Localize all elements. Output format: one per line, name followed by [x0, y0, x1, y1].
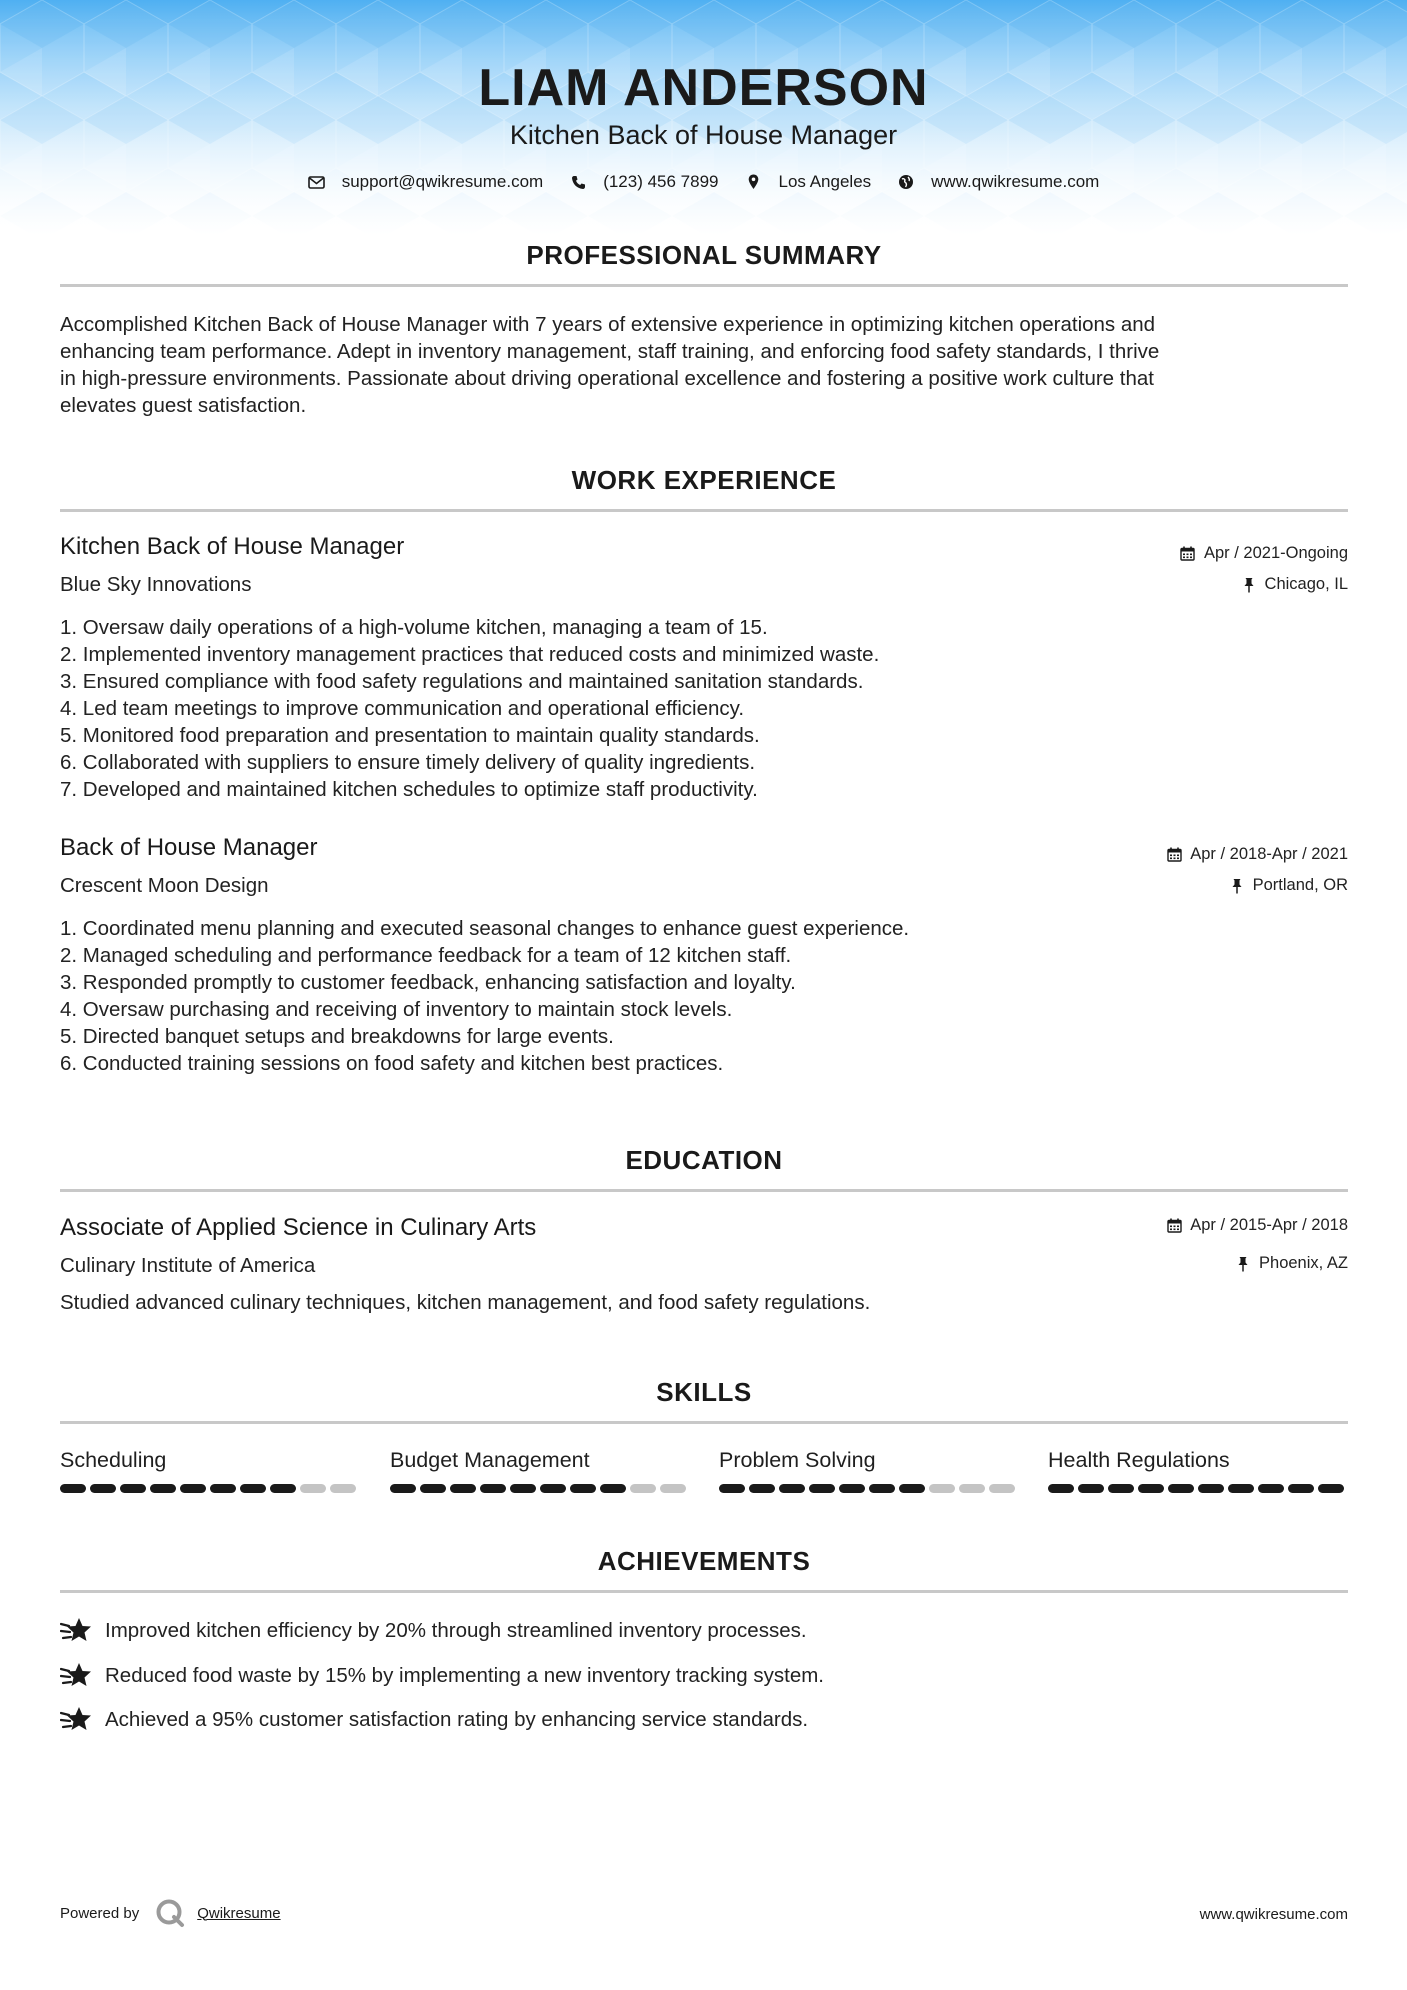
skill-item: [390, 1448, 690, 1493]
skill-level-segment-filled: [90, 1484, 116, 1493]
skill-item: [1048, 1448, 1348, 1493]
skill-level-segment-filled: [899, 1484, 925, 1493]
school-name: Culinary Institute of America: [60, 1254, 316, 1277]
phone-text: (123) 456 7899: [603, 172, 719, 191]
skills-heading: SKILLS: [656, 1377, 752, 1407]
skill-level-segment-filled: [1258, 1484, 1284, 1493]
skill-level-segment-filled: [1108, 1484, 1134, 1493]
skill-level-segment-filled: [1048, 1484, 1074, 1493]
degree-title: Associate of Applied Science in Culinary Arts: [60, 1214, 537, 1241]
resume-header: [0, 0, 1407, 235]
skill-name: Problem Solving: [719, 1448, 876, 1472]
skill-level-segment-filled: [1138, 1484, 1164, 1493]
skill-level-segment-filled: [540, 1484, 566, 1493]
list-item: 5. Directed banquet setups and breakdowns for large events.: [60, 1025, 614, 1048]
experience-divider: [60, 509, 1348, 512]
globe-icon: [897, 173, 915, 191]
summary-divider: [60, 284, 1348, 287]
education-description: Studied advanced culinary techniques, kitchen management, and food safety regulations.: [60, 1291, 871, 1314]
list-item: 5. Monitored food preparation and presentation to maintain quality standards.: [60, 724, 760, 747]
skill-level-segment-filled: [779, 1484, 805, 1493]
pushpin-icon: [1235, 1256, 1251, 1272]
skill-level-segment-filled: [809, 1484, 835, 1493]
pushpin-icon: [1241, 577, 1257, 593]
list-item: 3. Responded promptly to customer feedback, enhancing satisfaction and loyalty.: [60, 971, 796, 994]
qwikresume-logo-icon: [155, 1898, 185, 1928]
footer-website-link[interactable]: www.qwikresume.com: [1199, 1906, 1348, 1923]
contact-website[interactable]: [897, 172, 1099, 192]
achievement-text: Reduced food waste by 15% by implementing a new inventory tracking system.: [105, 1664, 825, 1687]
skill-level-segment-filled: [1168, 1484, 1194, 1493]
list-item: 1. Oversaw daily operations of a high-volume kitchen, managing a team of 15.: [60, 616, 768, 639]
email-text: support@qwikresume.com: [341, 172, 544, 191]
summary-text: [60, 311, 1348, 419]
education-location: [1235, 1254, 1348, 1273]
job-title: Back of House Manager: [60, 834, 318, 861]
contact-location: [745, 172, 872, 192]
calendar-icon: [1166, 1218, 1182, 1234]
summary-line: enhancing team performance. Adept in inventory management, staff training, and enforcing food safety standards, I thrive: [60, 340, 1160, 363]
education-divider: [60, 1189, 1348, 1192]
summary-line: elevates guest satisfaction.: [60, 394, 307, 417]
summary-line: Accomplished Kitchen Back of House Manager with 7 years of extensive experience in optimizing kitchen operations and: [60, 313, 1156, 336]
job-location: [1241, 575, 1348, 594]
education-location-text: Phoenix, AZ: [1259, 1254, 1348, 1272]
job-location-text: Portland, OR: [1252, 876, 1348, 894]
calendar-icon: [1180, 546, 1196, 562]
envelope-icon: [308, 173, 326, 191]
skill-level-segment-filled: [570, 1484, 596, 1493]
candidate-name: LIAM ANDERSON: [478, 59, 929, 117]
skill-level-segment-filled: [150, 1484, 176, 1493]
skill-level-segment-empty: [660, 1484, 686, 1493]
achievement-item: [60, 1661, 824, 1691]
skill-level-segment-filled: [270, 1484, 296, 1493]
list-item: 2. Managed scheduling and performance feedback for a team of 12 kitchen staff.: [60, 944, 792, 967]
skill-level-segment-filled: [120, 1484, 146, 1493]
education-dates: [1166, 1216, 1348, 1235]
skill-level-bar: [719, 1484, 1019, 1493]
skill-name: Scheduling: [60, 1448, 167, 1472]
achievement-text: Improved kitchen efficiency by 20% through streamlined inventory processes.: [105, 1619, 807, 1642]
skill-level-segment-filled: [1228, 1484, 1254, 1493]
skill-level-segment-filled: [1288, 1484, 1314, 1493]
education-heading: EDUCATION: [625, 1145, 783, 1175]
powered-by-label: Powered by: [60, 1904, 140, 1922]
job-responsibilities: [60, 614, 1348, 803]
achievements-heading: ACHIEVEMENTS: [597, 1546, 811, 1576]
candidate-title: Kitchen Back of House Manager: [509, 120, 898, 150]
skill-level-segment-filled: [1198, 1484, 1224, 1493]
website-text: www.qwikresume.com: [931, 172, 1100, 191]
list-item: 1. Coordinated menu planning and executed seasonal changes to enhance guest experience.: [60, 917, 910, 940]
list-item: 4. Led team meetings to improve communication and operational efficiency.: [60, 697, 745, 720]
experience-heading: WORK EXPERIENCE: [571, 465, 837, 495]
company-name: Crescent Moon Design: [60, 874, 269, 897]
skill-level-segment-filled: [180, 1484, 206, 1493]
skill-level-segment-filled: [1318, 1484, 1344, 1493]
job-location: [1229, 876, 1348, 895]
footer-powered-by: [60, 1898, 281, 1928]
education-dates-text: Apr / 2015-Apr / 2018: [1190, 1216, 1348, 1234]
company-name: Blue Sky Innovations: [60, 573, 252, 596]
skill-level-segment-filled: [390, 1484, 416, 1493]
list-item: 7. Developed and maintained kitchen schedules to optimize staff productivity.: [60, 778, 758, 801]
contact-bar: [0, 172, 1407, 192]
skill-level-segment-filled: [600, 1484, 626, 1493]
pushpin-icon: [1229, 878, 1245, 894]
skill-level-segment-empty: [630, 1484, 656, 1493]
skill-level-segment-filled: [839, 1484, 865, 1493]
list-item: 4. Oversaw purchasing and receiving of inventory to maintain stock levels.: [60, 998, 733, 1021]
skill-level-segment-filled: [1078, 1484, 1104, 1493]
job-dates: [1180, 544, 1348, 563]
list-item: 6. Collaborated with suppliers to ensure timely delivery of quality ingredients.: [60, 751, 756, 774]
skill-item: [719, 1448, 1019, 1493]
shooting-star-icon: [60, 1705, 94, 1735]
achievement-item: [60, 1616, 807, 1646]
skill-level-bar: [1048, 1484, 1348, 1493]
achievement-item: [60, 1705, 808, 1735]
list-item: 6. Conducted training sessions on food safety and kitchen best practices.: [60, 1052, 724, 1075]
skill-level-segment-filled: [719, 1484, 745, 1493]
location-text: Los Angeles: [778, 172, 872, 191]
skills-divider: [60, 1421, 1348, 1424]
skill-level-segment-empty: [989, 1484, 1015, 1493]
skill-level-segment-empty: [330, 1484, 356, 1493]
skill-level-bar: [390, 1484, 690, 1493]
skill-level-segment-filled: [240, 1484, 266, 1493]
job-dates-text: Apr / 2021-Ongoing: [1203, 544, 1348, 562]
skill-level-segment-filled: [749, 1484, 775, 1493]
summary-heading: PROFESSIONAL SUMMARY: [526, 240, 882, 270]
phone-icon: [569, 173, 587, 191]
contact-email[interactable]: [308, 172, 544, 192]
job-dates-text: Apr / 2018-Apr / 2021: [1190, 845, 1348, 863]
skill-level-bar: [60, 1484, 360, 1493]
skill-item: [60, 1448, 360, 1493]
skill-level-segment-filled: [210, 1484, 236, 1493]
contact-phone[interactable]: [569, 172, 718, 192]
calendar-icon: [1166, 847, 1182, 863]
qwikresume-link[interactable]: Qwikresume: [197, 1904, 281, 1922]
skill-name: Budget Management: [390, 1448, 590, 1472]
list-item: 3. Ensured compliance with food safety regulations and maintained sanitation standards.: [60, 670, 864, 693]
skill-level-segment-filled: [450, 1484, 476, 1493]
shooting-star-icon: [60, 1661, 94, 1691]
skill-level-segment-filled: [480, 1484, 506, 1493]
skill-level-segment-filled: [869, 1484, 895, 1493]
shooting-star-icon: [60, 1616, 94, 1646]
achievement-text: Achieved a 95% customer satisfaction rating by enhancing service standards.: [105, 1708, 809, 1731]
skill-name: Health Regulations: [1048, 1448, 1230, 1472]
job-title: Kitchen Back of House Manager: [60, 533, 405, 560]
achievements-divider: [60, 1590, 1348, 1593]
job-dates: [1166, 845, 1348, 864]
skill-level-segment-filled: [510, 1484, 536, 1493]
list-item: 2. Implemented inventory management practices that reduced costs and minimized waste.: [60, 643, 880, 666]
skill-level-segment-empty: [959, 1484, 985, 1493]
map-pin-icon: [745, 173, 763, 191]
job-responsibilities: [60, 915, 1348, 1077]
skill-level-segment-empty: [929, 1484, 955, 1493]
skill-level-segment-filled: [420, 1484, 446, 1493]
summary-line: in high-pressure environments. Passionate about driving operational excellence and fostering a positive work culture that: [60, 367, 1154, 390]
job-location-text: Chicago, IL: [1264, 575, 1348, 593]
skill-level-segment-empty: [300, 1484, 326, 1493]
skill-level-segment-filled: [60, 1484, 86, 1493]
